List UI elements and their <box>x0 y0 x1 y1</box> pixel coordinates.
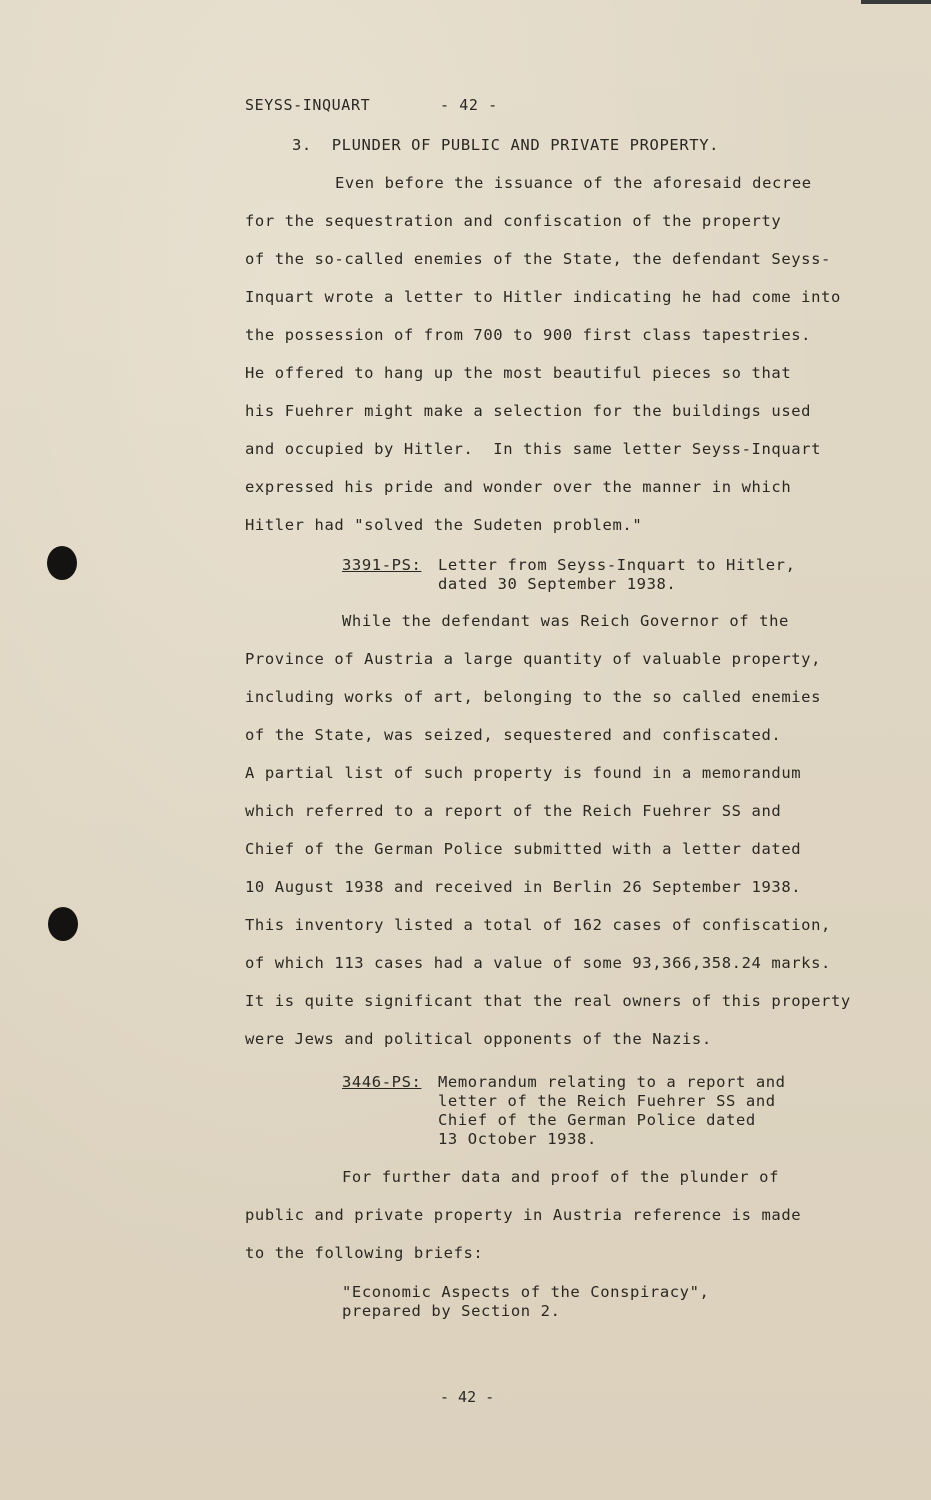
paragraph-line: his Fuehrer might make a selection for the buildings used <box>245 402 812 420</box>
paragraph-line: and occupied by Hitler. In this same letter Seyss-Inquart <box>245 440 822 458</box>
paragraph-line: for the sequestration and confiscation of the property <box>245 212 782 230</box>
citation-line: dated 30 September 1938. <box>438 575 677 593</box>
brief-line: "Economic Aspects of the Conspiracy", <box>342 1283 710 1301</box>
paragraph-line: Hitler had "solved the Sudeten problem." <box>245 516 643 534</box>
citation-line: Letter from Seyss-Inquart to Hitler, <box>438 556 796 574</box>
paragraph-line: of the so-called enemies of the State, the defendant Seyss- <box>245 250 831 268</box>
paragraph-line: Inquart wrote a letter to Hitler indicating he had come into <box>245 288 841 306</box>
paragraph-line: including works of art, belonging to the so called enemies <box>245 688 822 706</box>
brief-line: prepared by Section 2. <box>342 1302 561 1320</box>
citation-line: Chief of the German Police dated <box>438 1111 756 1129</box>
paragraph-line: to the following briefs: <box>245 1244 484 1262</box>
paragraph-line: expressed his pride and wonder over the manner in which <box>245 478 792 496</box>
corner-mark <box>861 0 931 4</box>
page-number-top: - 42 - <box>440 96 498 114</box>
section-title: 3. PLUNDER OF PUBLIC AND PRIVATE PROPERTY. <box>292 136 720 154</box>
running-head: SEYSS-INQUART <box>245 96 371 114</box>
citation-description <box>438 1073 798 1149</box>
citation-ref: 3391-PS: <box>342 556 422 574</box>
page-number-bottom: - 42 - <box>440 1388 495 1406</box>
paragraph-line: He offered to hang up the most beautiful pieces so that <box>245 364 792 382</box>
paragraph-line: For further data and proof of the plunder of <box>342 1168 779 1186</box>
paragraph-line: Chief of the German Police submitted with a letter dated <box>245 840 802 858</box>
paragraph-1 <box>245 174 865 554</box>
paragraph-3 <box>245 1168 865 1282</box>
paragraph-2 <box>245 612 865 1068</box>
paragraph-line: It is quite significant that the real owners of this property <box>245 992 851 1010</box>
citation-line: letter of the Reich Fuehrer SS and <box>438 1092 776 1110</box>
punch-hole <box>48 907 78 941</box>
citation-description <box>438 556 798 594</box>
paragraph-line: While the defendant was Reich Governor of the <box>342 612 789 630</box>
paragraph-line: were Jews and political opponents of the Nazis. <box>245 1030 712 1048</box>
paragraph-line: of which 113 cases had a value of some 93,366,358.24 marks. <box>245 954 831 972</box>
paragraph-line: Province of Austria a large quantity of valuable property, <box>245 650 822 668</box>
paragraph-line: of the State, was seized, sequestered and confiscated. <box>245 726 782 744</box>
paragraph-line: Even before the issuance of the aforesaid decree <box>335 174 812 192</box>
paragraph-line: the possession of from 700 to 900 first class tapestries. <box>245 326 812 344</box>
paragraph-line: This inventory listed a total of 162 cases of confiscation, <box>245 916 831 934</box>
paragraph-line: public and private property in Austria reference is made <box>245 1206 802 1224</box>
citation-line: Memorandum relating to a report and <box>438 1073 786 1091</box>
punch-hole <box>47 546 77 580</box>
paragraph-line: which referred to a report of the Reich Fuehrer SS and <box>245 802 782 820</box>
citation-line: 13 October 1938. <box>438 1130 597 1148</box>
brief-reference <box>342 1283 709 1321</box>
citation-ref: 3446-PS: <box>342 1073 422 1091</box>
paragraph-line: A partial list of such property is found in a memorandum <box>245 764 802 782</box>
paragraph-line: 10 August 1938 and received in Berlin 26 September 1938. <box>245 878 802 896</box>
